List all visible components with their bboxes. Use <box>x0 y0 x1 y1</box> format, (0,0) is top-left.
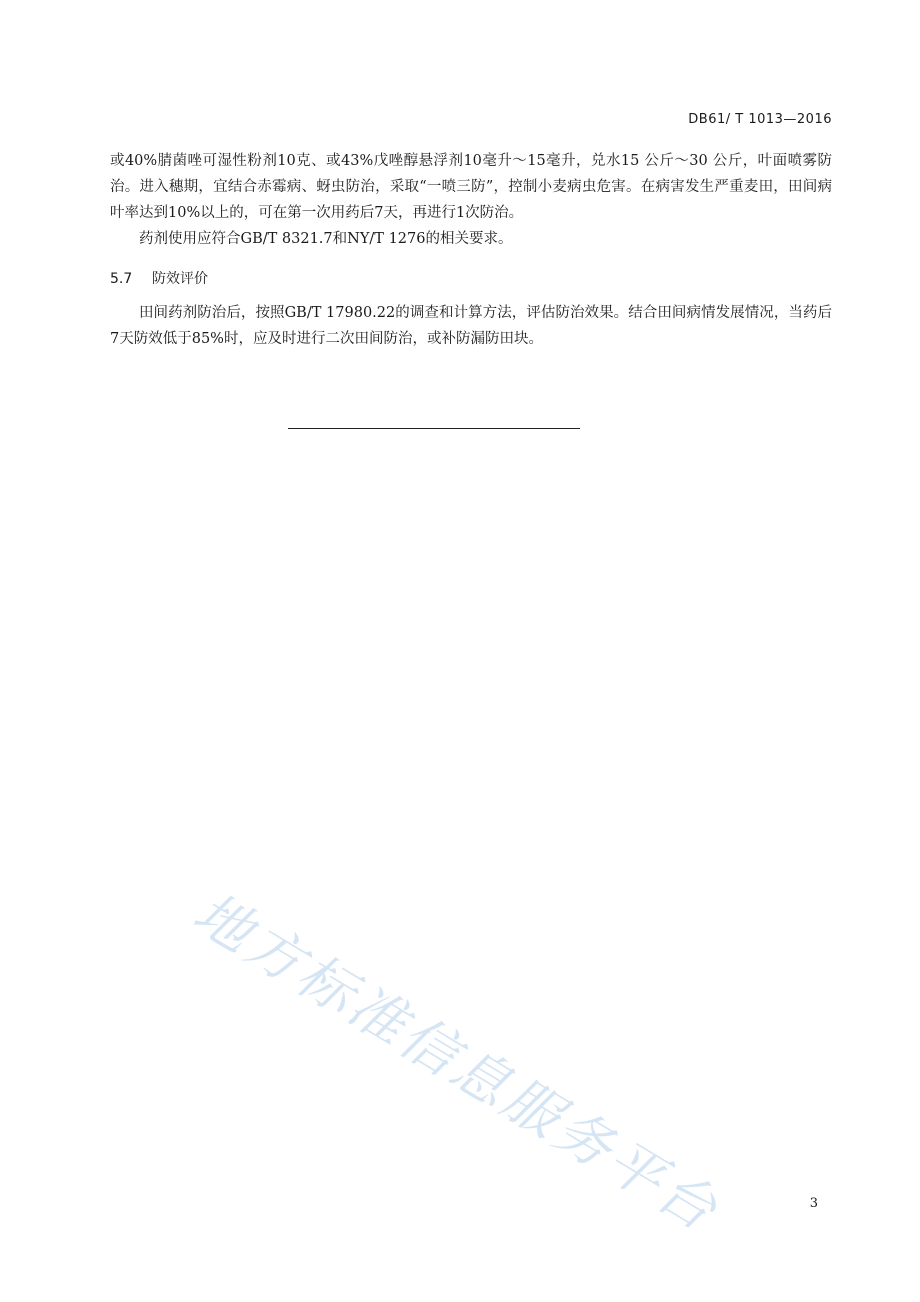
body-text <box>110 148 832 352</box>
watermark: 地方标准信息服务平台 <box>182 880 731 1246</box>
section-title: 防效评价 <box>152 271 208 287</box>
requirement-paragraph: 药剂使用应符合GB/T 8321.7和NY/T 1276的相关要求。 <box>139 231 513 247</box>
document-code: DB61/ T 1013—2016 <box>688 112 832 127</box>
continued-paragraph: 或40%腈菌唑可湿性粉剂10克、或43%戊唑醇悬浮剂10毫升～15毫升，兑水15 公斤～30 公斤，叶面喷雾防治。进入穗期，宜结合赤霉病、蚜虫防治，采取“一喷三防”，控制小麦病虫危害。在病害发生严重麦田，田间病叶率达到10%以上的，可在第一次用药后7天，再进行1次防治。 <box>110 153 832 221</box>
end-of-document-rule <box>288 428 580 429</box>
section-number: 5.7 <box>110 271 133 287</box>
evaluation-paragraph: 田间药剂防治后，按照GB/T 17980.22的调查和计算方法，评估防治效果。结合田间病情发展情况，当药后7天防效低于85%时，应及时进行二次田间防治，或补防漏防田块。 <box>110 305 832 347</box>
section-heading <box>110 268 832 290</box>
page-number: 3 <box>809 1196 818 1211</box>
